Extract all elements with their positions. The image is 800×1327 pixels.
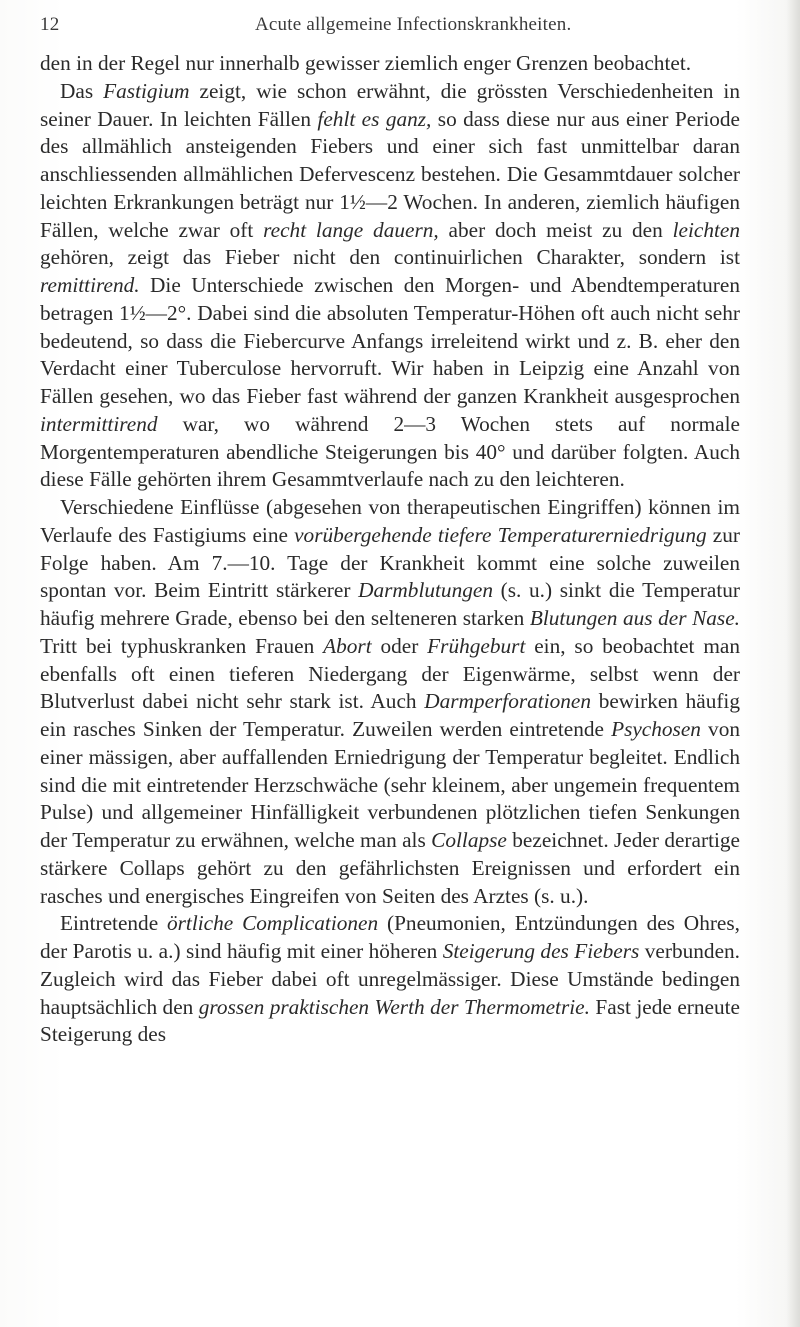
paragraph [40, 50, 740, 78]
emphasis-text: örtliche Complicationen [167, 911, 379, 936]
body-text [40, 50, 740, 1049]
paragraph [40, 78, 740, 494]
emphasis-text: intermittirend [40, 411, 158, 436]
text-run: verbunden. Zugleich wird das Fieber dabei oft unregelmässiger. Diese Umstände bedingen hauptsächlich den [40, 939, 740, 1019]
emphasis-text: remittirend. [40, 273, 140, 297]
text-run: Fast jede erneute Steigerung des [40, 994, 740, 1047]
text-run: aber doch meist zu den [438, 217, 673, 242]
text-run: oder [371, 633, 428, 658]
paragraph [40, 910, 740, 1049]
emphasis-text: grossen praktischen Werth der Thermometrie. [198, 994, 590, 1019]
emphasis-text: leichten [672, 217, 740, 242]
text-run: (Pneumonien, Entzündungen des Ohres, der Parotis u. a.) sind häufig mit einer höheren [40, 911, 740, 963]
emphasis-text: Steigerung des Fiebers [442, 939, 640, 963]
text-run: (s. u.) sinkt die Temperatur häufig mehrere Grade, ebenso bei den selteneren starken [40, 578, 740, 630]
emphasis-text: Darmperforationen [424, 689, 592, 714]
paragraph [40, 494, 740, 910]
emphasis-text: Darmblutungen [358, 578, 493, 603]
text-run: den in der Regel nur innerhalb gewisser ziemlich enger Grenzen beobachtet. [40, 51, 692, 75]
text-run: zeigt, wie schon erwähnt, die grössten Verschiedenheiten in seiner Dauer. In leichten Fällen [40, 78, 740, 131]
text-run: war, wo während 2—3 Wochen stets auf normale Morgentemperaturen abendliche Steigerungen bis 40° und darüber folgten. Auch diese Fälle gehörten ihrem Gesammtverlaufe nach zu den leichteren. [40, 411, 740, 492]
text-run: bezeichnet. Jeder derartige stärkere Collaps gehört zu den gefährlichsten Ereignissen und erfordert ein rasches und energisches Eingreifen von Seiten des Arztes (s. u.). [40, 828, 741, 908]
text-run: Tritt bei typhuskranken Frauen [40, 633, 324, 658]
emphasis-text: recht lange dauern, [263, 217, 439, 242]
emphasis-text: fehlt es ganz, [317, 106, 432, 131]
text-run: ein, so beobachtet man ebenfalls oft einen tieferen Niedergang der Eigenwärme, selbst wenn der Blutverlust dabei nicht sehr stark ist. Auch [40, 633, 740, 714]
running-title: Acute allgemeine Infectionskrankheiten. [255, 14, 572, 35]
text-run: von einer mässigen, aber auffallenden Erniedrigung der Temperatur begleitet. Endlich sind die mit eintretender Herzschwäche (sehr kleinem, aber ungemein frequentem Pulse) und allgemeiner Hinfälligkeit verbundenen plötzlichen tiefen Senkungen der Temperatur zu erwähnen, welche man als [40, 717, 740, 852]
text-run: Verschiedene Einflüsse (abgesehen von therapeutischen Eingriffen) können im Verlaufe des Fastigiums eine [40, 495, 740, 547]
emphasis-text: Blutungen aus der Nase. [529, 606, 740, 630]
emphasis-text: Frühgeburt [427, 633, 526, 658]
emphasis-text: Collapse [431, 828, 507, 852]
text-run: so dass diese nur aus einer Periode des allmählich ansteigenden Fiebers und einer sich fast unmittelbar daran anschliessenden allmählichen Defervescenz bestehen. Die Gesammtdauer solcher leichten Erkrankungen beträgt nur 1½—2 Wochen. In anderen, ziemlich häufigen Fällen, welche zwar oft [40, 106, 740, 242]
running-header [40, 14, 740, 44]
text-run: gehören, zeigt das Fieber nicht den continuirlichen Charakter, sondern ist [40, 245, 740, 270]
page-number: 12 [40, 14, 60, 35]
emphasis-text: Psychosen [611, 717, 701, 741]
text-run: zur Folge haben. Am 7.—10. Tage der Krankheit kommt eine solche zuweilen spontan vor. Beim Eintritt stärkerer [40, 522, 740, 603]
text-run: Die Unterschiede zwischen den Morgen- und Abendtemperaturen betragen 1½—2°. Dabei sind die absoluten Temperatur-Höhen oft auch nicht sehr bedeutend, so dass die Fiebercurve Anfangs irreleitend wirkt und z. B. eher den Verdacht einer Tuberculose hervorruft. Wir haben in Leipzig eine Anzahl von Fällen gesehen, wo das Fieber fast während der ganzen Krankheit ausgesprochen [40, 273, 740, 408]
text-run: bewirken häufig ein rasches Sinken der Temperatur. Zuweilen werden eintretende [40, 689, 741, 741]
page-edge-shadow [786, 0, 800, 1327]
emphasis-text: Fastigium [103, 78, 190, 103]
emphasis-text: Abort [323, 633, 372, 658]
emphasis-text: vorübergehende tiefere Temperaturerniedrigung [294, 522, 707, 547]
text-run: Eintretende [60, 911, 167, 936]
text-run: Das [60, 78, 104, 103]
